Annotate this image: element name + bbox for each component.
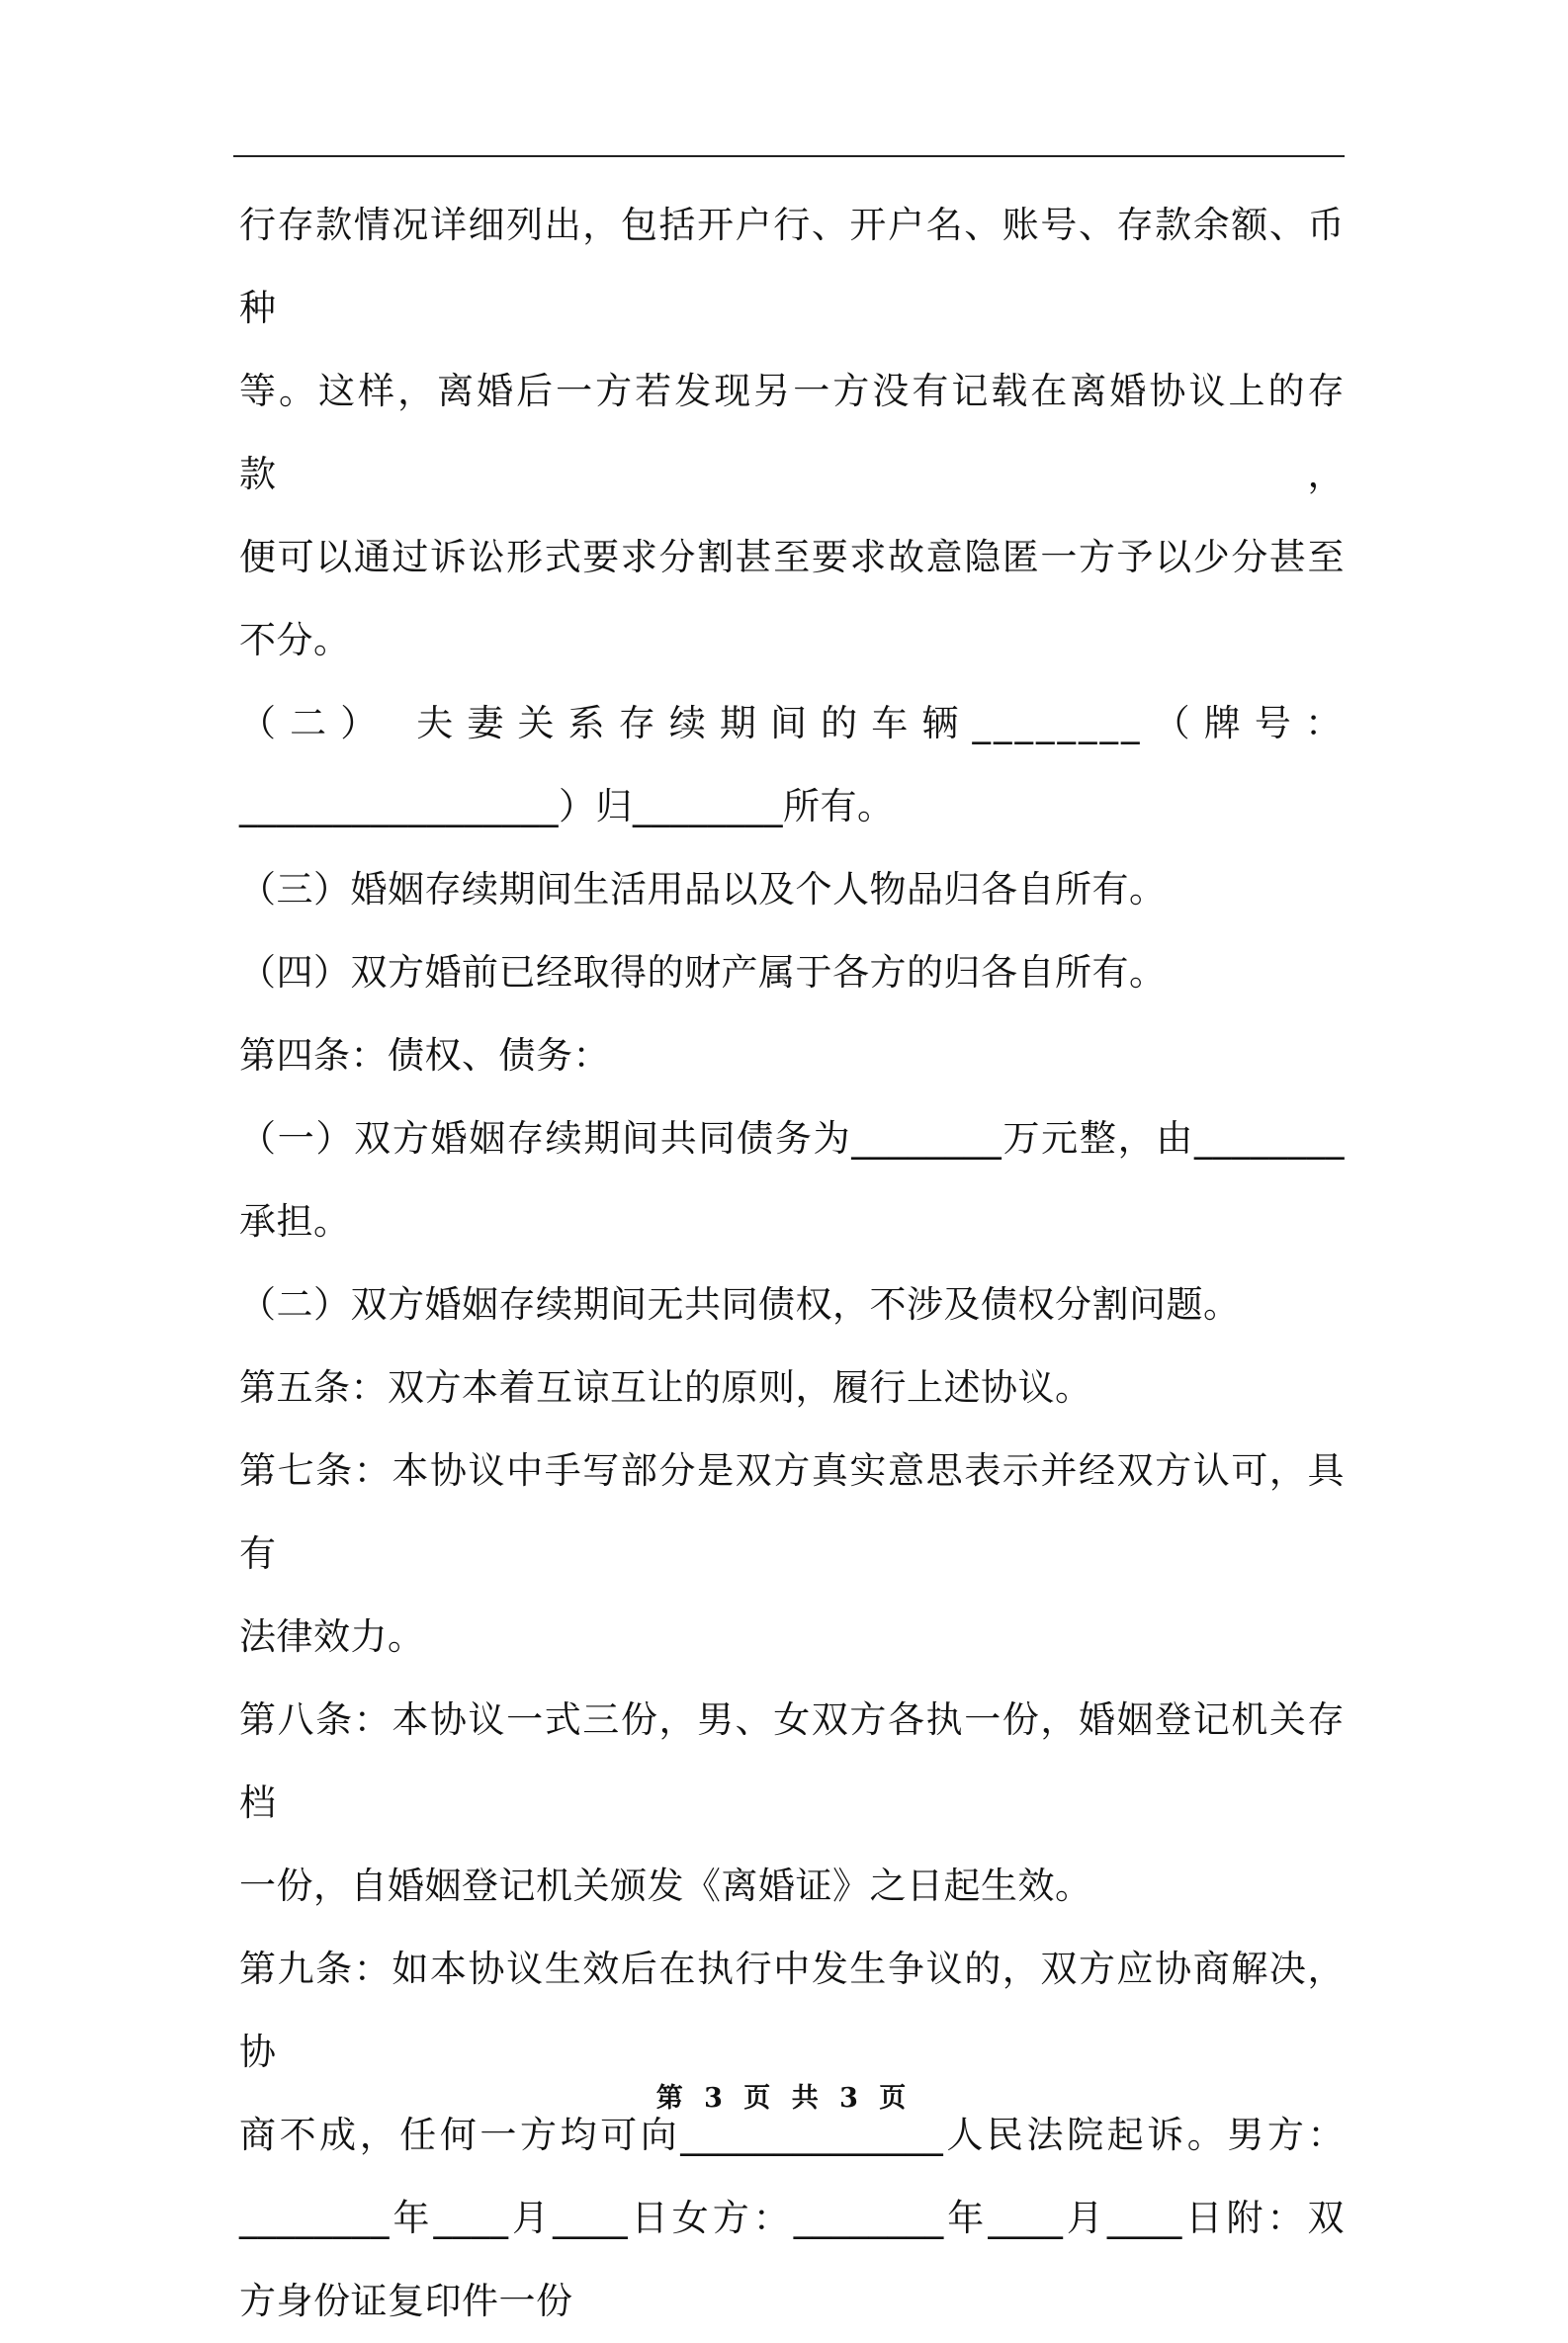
text-line: 行存款情况详细列出，包括开户行、开户名、账号、存款余额、币种 bbox=[239, 204, 1345, 329]
text-line: ________年____月____日女方：________年____月____日附：双 bbox=[239, 2197, 1345, 2239]
text-line: 第五条：双方本着互谅互让的原则，履行上述协议。 bbox=[239, 1366, 1092, 1409]
text-line: 便可以通过诉讼形式要求分割甚至要求故意隐匿一方予以少分甚至 bbox=[239, 536, 1345, 578]
text-line: （一）双方婚姻存续期间共同债务为________万元整，由________ bbox=[239, 1117, 1345, 1160]
text-line: （三）婚姻存续期间生活用品以及个人物品归各自所有。 bbox=[239, 868, 1167, 911]
text-line: 不分。 bbox=[239, 619, 351, 661]
text-line: 一份，自婚姻登记机关颁发《离婚证》之日起生效。 bbox=[239, 1865, 1092, 1907]
page-number: 第 3 页 共 3 页 bbox=[655, 2083, 913, 2114]
text-line: 第四条：债权、债务： bbox=[239, 1034, 610, 1077]
text-line: _________________）归________所有。 bbox=[239, 785, 895, 827]
text-line: 第七条：本协议中手写部分是双方真实意思表示并经双方认可，具有 bbox=[239, 1449, 1345, 1575]
text-line: 等。这样，离婚后一方若发现另一方没有记载在离婚协议上的存款， bbox=[239, 370, 1345, 495]
text-line: 方身份证复印件一份 bbox=[239, 2280, 573, 2322]
text-line: 法律效力。 bbox=[239, 1615, 425, 1658]
text-line: 承担。 bbox=[239, 1200, 351, 1243]
text-line: （二） 夫妻关系存续期间的车辆________（牌号： bbox=[239, 702, 1345, 744]
text-line: （二）双方婚姻存续期间无共同债权，不涉及债权分割问题。 bbox=[239, 1283, 1241, 1326]
document-body bbox=[239, 184, 1345, 2343]
text-line: 第九条：如本协议生效后在执行中发生争议的，双方应协商解决，协 bbox=[239, 1948, 1345, 2073]
header-divider bbox=[233, 155, 1345, 157]
text-line: 第八条：本协议一式三份，男、女双方各执一份，婚姻登记机关存档 bbox=[239, 1698, 1345, 1824]
text-line: 商不成，任何一方均可向______________人民法院起诉。男方： bbox=[239, 2114, 1345, 2156]
text-line: （四）双方婚前已经取得的财产属于各方的归各自所有。 bbox=[239, 951, 1167, 994]
